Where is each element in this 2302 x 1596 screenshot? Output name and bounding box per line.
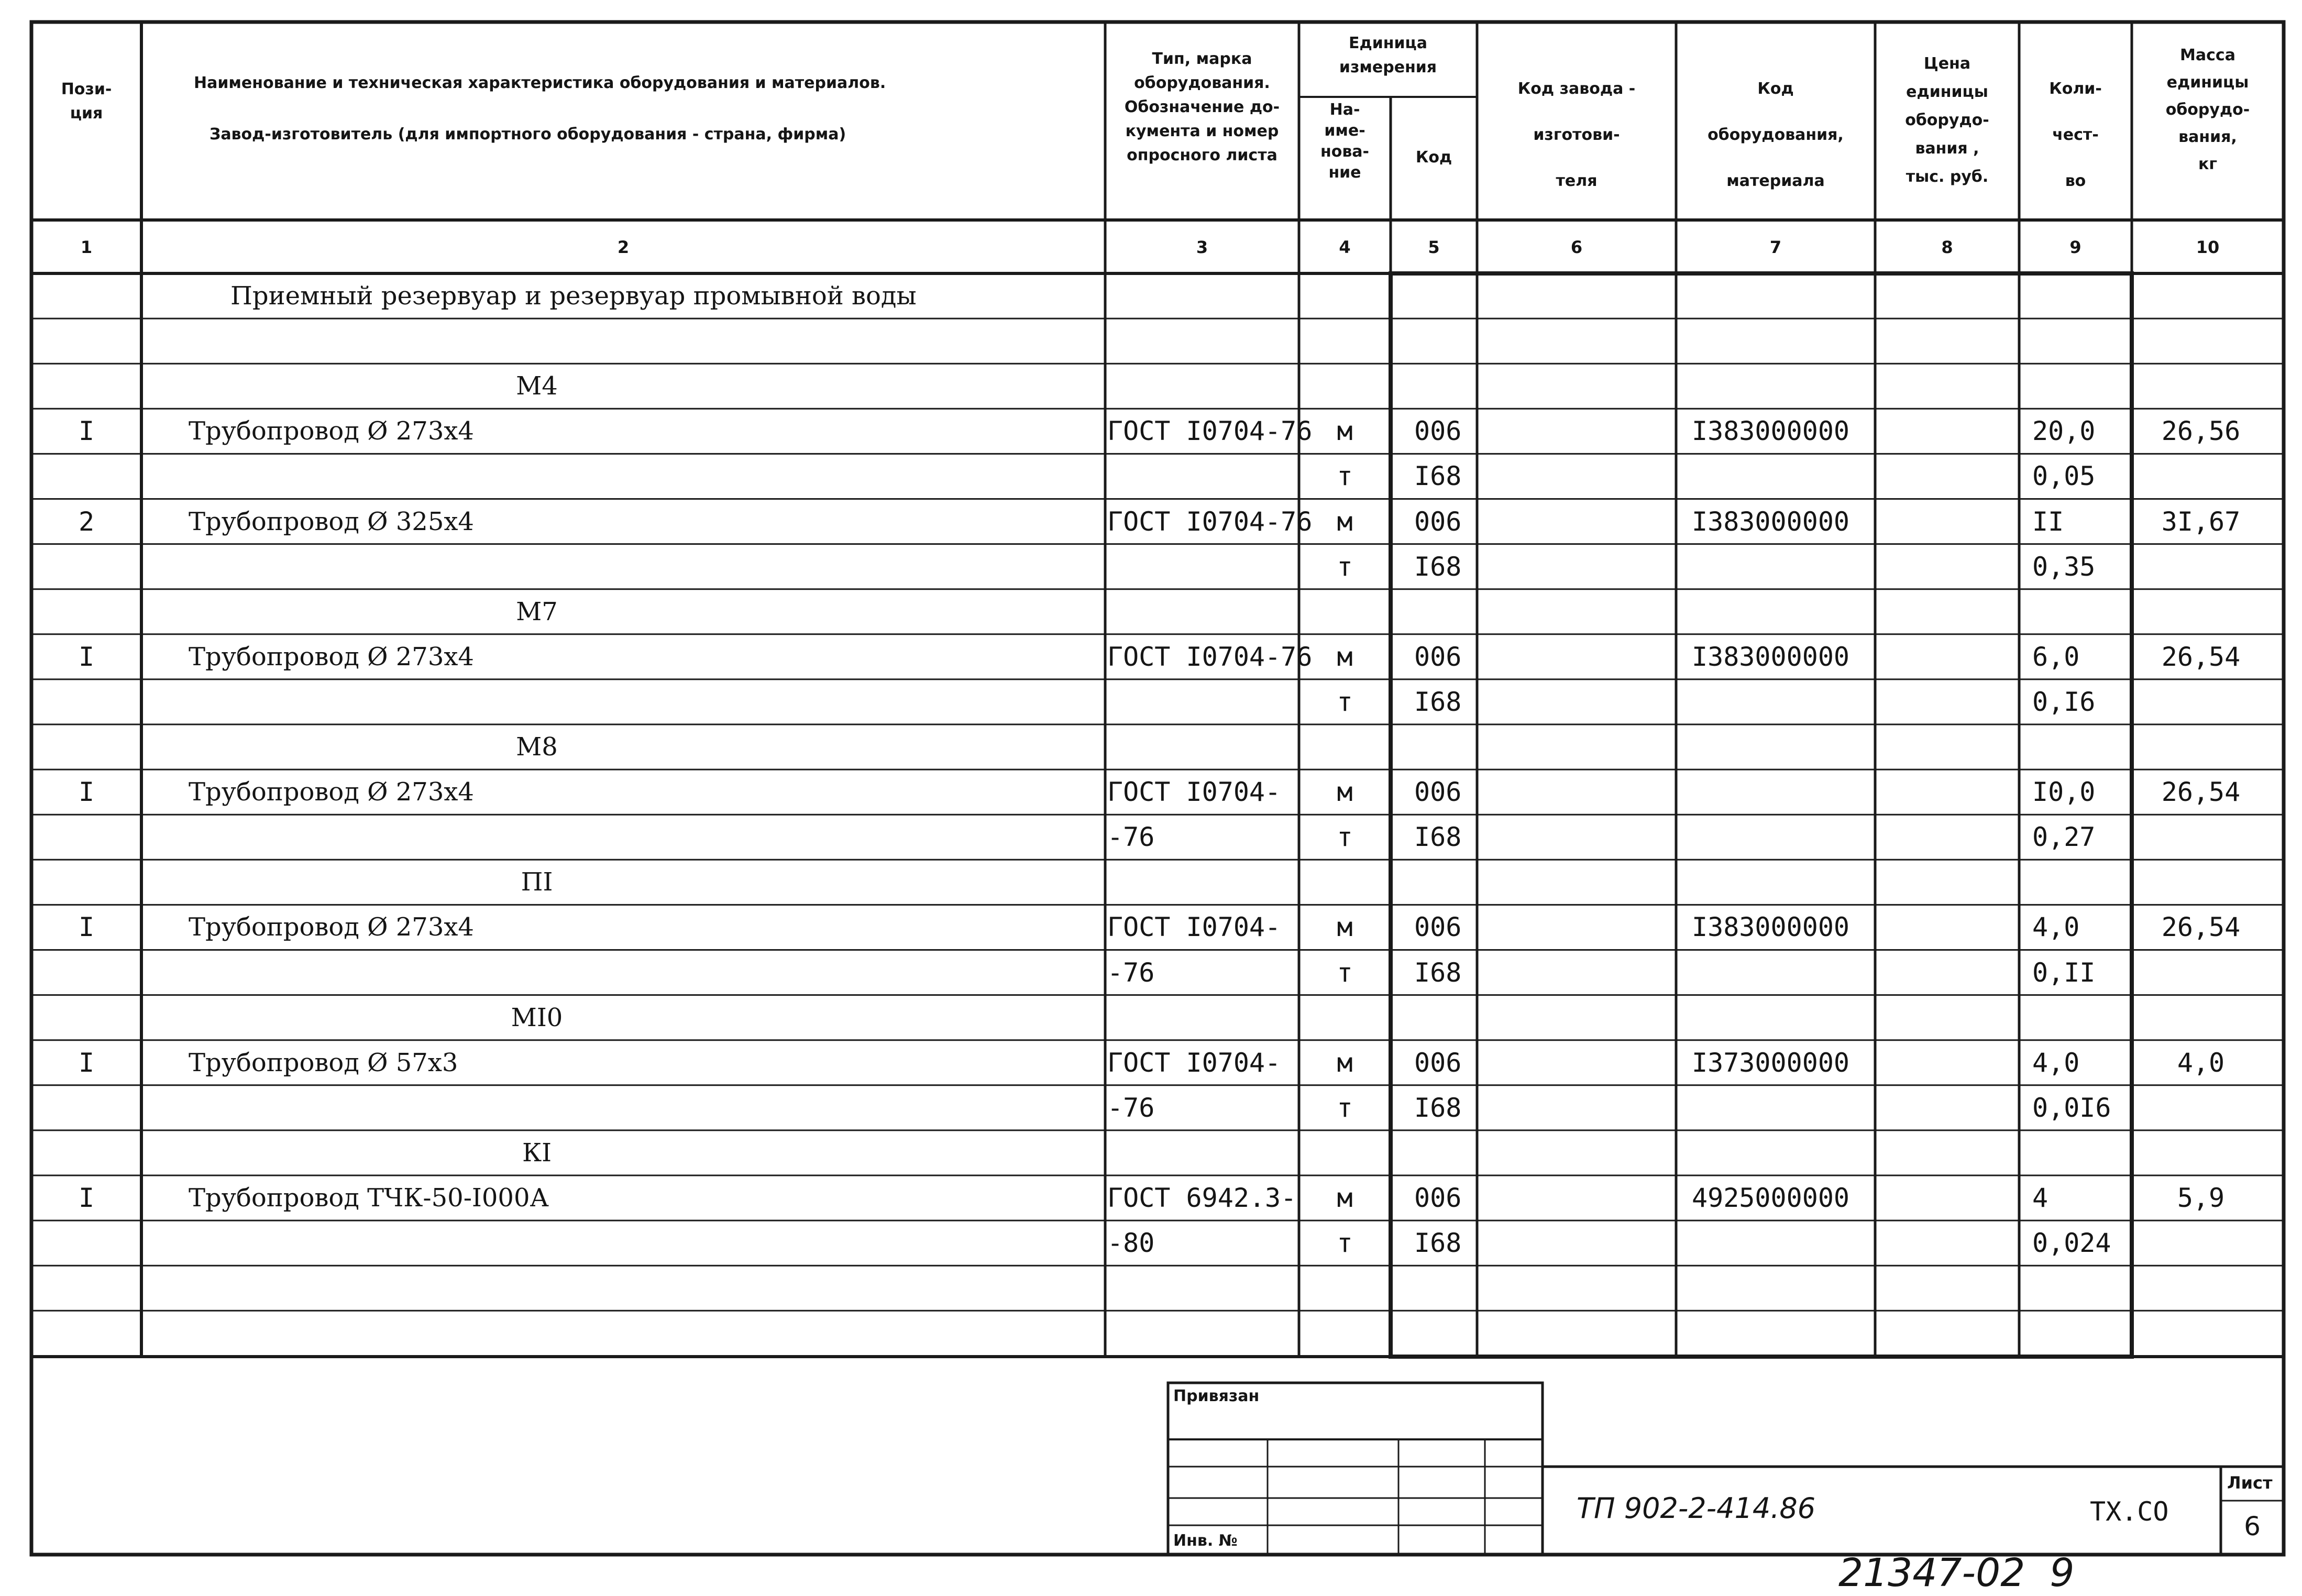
table-cell-qty: 0,0I6 <box>2032 1092 2111 1123</box>
table-cell-doc: ГОСТ I0704- <box>1107 777 1281 808</box>
table-cell-equip: I383000000 <box>1692 912 1850 943</box>
table-cell-code: 006 <box>1414 641 1462 672</box>
header-position: Пози- ция <box>61 80 112 123</box>
table-cell-pos: I <box>78 416 95 447</box>
table-cell-qty: 20,0 <box>2032 416 2096 447</box>
col-number-1: 1 <box>80 237 93 257</box>
table-cell-mass: 26,54 <box>2161 912 2241 943</box>
table-cell-qty: 0,27 <box>2032 822 2096 853</box>
table-cell-pos: I <box>78 641 95 672</box>
archive-stamp: 21347-02 9 <box>1838 1550 2075 1595</box>
table-cell-unit: м <box>1337 506 1353 537</box>
table-cell-name: КI <box>522 1138 552 1168</box>
table-cell-name: Трубопровод Ø 273х4 <box>189 416 474 446</box>
table-cell-name: Трубопровод ТЧК-50-I000А <box>189 1183 549 1213</box>
table-cell-name: М4 <box>516 371 558 401</box>
table-cell-qty: I0,0 <box>2032 777 2096 808</box>
table-cell-unit: т <box>1337 957 1353 988</box>
table-cell-mass: 26,54 <box>2161 641 2241 672</box>
col-number-4: 4 <box>1339 237 1351 257</box>
table-cell-mass: 26,54 <box>2161 777 2241 808</box>
table-cell-pos: I <box>78 912 95 943</box>
header-quantity: Коли- чест- во <box>2049 80 2102 190</box>
table-cell-mass: 3I,67 <box>2161 506 2241 537</box>
table-cell-unit: т <box>1337 1228 1353 1259</box>
table-cell-qty: 0,024 <box>2032 1228 2111 1259</box>
table-cell-doc: -80 <box>1107 1228 1155 1259</box>
table-cell-mass: 26,56 <box>2161 416 2241 447</box>
table-cell-qty: 6,0 <box>2032 641 2080 672</box>
table-cell-unit: м <box>1337 912 1353 943</box>
col-number-2: 2 <box>617 237 630 257</box>
header-type: Тип, марка оборудования. Обозначение до- кумента и номер опросного листа <box>1124 50 1280 164</box>
table-cell-qty: 4,0 <box>2032 1047 2080 1078</box>
inventory-number-label: Инв. № <box>1173 1532 1238 1550</box>
table-cell-code: I68 <box>1414 1228 1462 1259</box>
table-cell-qty: 0,35 <box>2032 551 2096 582</box>
table-cell-equip: I373000000 <box>1692 1047 1850 1078</box>
table-cell-name: Трубопровод Ø 273х4 <box>189 912 474 942</box>
table-cell-doc: ГОСТ I0704- <box>1107 912 1281 943</box>
col-number-6: 6 <box>1570 237 1583 257</box>
table-cell-code: 006 <box>1414 777 1462 808</box>
table-cell-doc: -76 <box>1107 822 1155 853</box>
table-cell-code: 006 <box>1414 912 1462 943</box>
table-cell-unit: м <box>1337 1183 1353 1213</box>
table-cell-doc: ГОСТ I0704-76 <box>1107 641 1313 672</box>
table-cell-pos: I <box>78 1183 95 1213</box>
table-cell-equip: I383000000 <box>1692 416 1850 447</box>
table-cell-qty: 4 <box>2032 1183 2048 1213</box>
col-number-5: 5 <box>1428 237 1440 257</box>
col-number-7: 7 <box>1769 237 1782 257</box>
header-unit-code: Код <box>1415 148 1452 167</box>
table-cell-code: I68 <box>1414 822 1462 853</box>
table-cell-unit: м <box>1337 777 1353 808</box>
col-number-3: 3 <box>1196 237 1208 257</box>
table-cell-unit: т <box>1337 686 1353 717</box>
header-name-line2: Завод-изготовитель (для импортного оборудования - страна, фирма) <box>210 125 846 144</box>
table-cell-name: М7 <box>516 597 558 626</box>
table-cell-name: Приемный резервуар и резервуар промывной воды <box>230 281 917 311</box>
table-cell-doc: ГОСТ I0704- <box>1107 1047 1281 1078</box>
table-cell-unit: м <box>1337 1047 1353 1078</box>
table-cell-name: Трубопровод Ø 273х4 <box>189 642 474 672</box>
table-cell-doc: -76 <box>1107 1092 1155 1123</box>
document-code: ТХ.СО <box>2090 1496 2169 1527</box>
table-cell-equip: I383000000 <box>1692 506 1850 537</box>
table-cell-qty: II <box>2032 506 2064 537</box>
table-cell-doc: ГОСТ I0704-76 <box>1107 416 1313 447</box>
table-cell-qty: 0,II <box>2032 957 2096 988</box>
table-cell-unit: м <box>1337 641 1353 672</box>
table-cell-doc: -76 <box>1107 957 1155 988</box>
table-cell-code: 006 <box>1414 1047 1462 1078</box>
table-cell-code: 006 <box>1414 506 1462 537</box>
table-cell-name: М8 <box>516 732 558 762</box>
table-cell-mass: 5,9 <box>2177 1183 2225 1213</box>
table-cell-name: ПI <box>521 867 553 897</box>
table-cell-code: I68 <box>1414 686 1462 717</box>
col-number-8: 8 <box>1941 237 1953 257</box>
linked-label: Привязан <box>1173 1387 1260 1405</box>
table-cell-code: I68 <box>1414 957 1462 988</box>
header-unit: Единица измерения <box>1339 34 1437 76</box>
header-name-line1: Наименование и техническая характеристика оборудования и материалов. <box>194 74 886 92</box>
table-cell-qty: 4,0 <box>2032 912 2080 943</box>
sheet-number: 6 <box>2244 1511 2261 1542</box>
table-cell-unit: м <box>1337 416 1353 447</box>
table-cell-code: 006 <box>1414 416 1462 447</box>
document-number: ТП 902-2-414.86 <box>1577 1492 1816 1525</box>
header-price: Цена единицы оборудо- вания , тыс. руб. <box>1905 54 1989 186</box>
table-cell-name: МI0 <box>511 1003 563 1032</box>
table-cell-code: I68 <box>1414 551 1462 582</box>
header-equipment-code: Код оборудования, материала <box>1708 80 1844 190</box>
table-cell-pos: I <box>78 777 95 808</box>
header-factory-code: Код завода - изготови- теля <box>1517 80 1636 190</box>
table-cell-qty: 0,05 <box>2032 461 2096 492</box>
table-cell-code: 006 <box>1414 1183 1462 1213</box>
table-cell-unit: т <box>1337 822 1353 853</box>
table-cell-qty: 0,I6 <box>2032 686 2096 717</box>
table-cell-unit: т <box>1337 1092 1353 1123</box>
table-cell-doc: ГОСТ 6942.3- <box>1107 1183 1297 1213</box>
sheet-label: Лист <box>2227 1473 2273 1493</box>
table-cell-code: I68 <box>1414 1092 1462 1123</box>
table-cell-pos: I <box>78 1047 95 1078</box>
header-mass: Масса единицы оборудо- вания, кг <box>2165 46 2250 173</box>
col-number-10: 10 <box>2196 237 2220 257</box>
table-cell-equip: 4925000000 <box>1692 1183 1850 1213</box>
table-cell-mass: 4,0 <box>2177 1047 2225 1078</box>
table-cell-doc: ГОСТ I0704-76 <box>1107 506 1313 537</box>
table-cell-name: Трубопровод Ø 273х4 <box>189 777 474 807</box>
table-cell-pos: 2 <box>78 506 95 537</box>
col-number-9: 9 <box>2069 237 2081 257</box>
header-unit-name: На- име- нова- ние <box>1320 101 1370 182</box>
table-cell-code: I68 <box>1414 461 1462 492</box>
table-cell-name: Трубопровод Ø 57х3 <box>189 1048 458 1077</box>
table-cell-unit: т <box>1337 461 1353 492</box>
table-cell-unit: т <box>1337 551 1353 582</box>
table-cell-equip: I383000000 <box>1692 641 1850 672</box>
table-cell-name: Трубопровод Ø 325х4 <box>189 507 474 536</box>
